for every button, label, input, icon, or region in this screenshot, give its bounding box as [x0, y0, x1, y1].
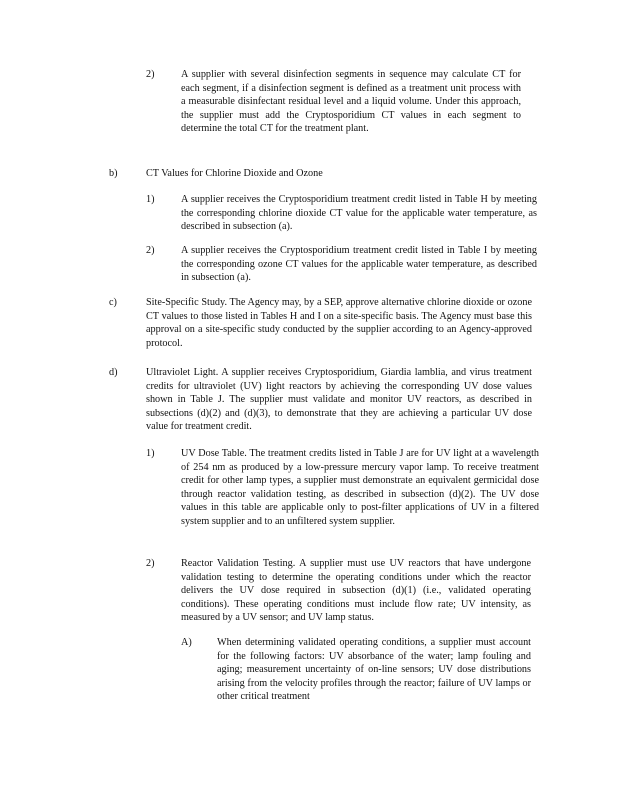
- item-marker: 1): [146, 448, 155, 459]
- item-heading: CT Values for Chlorine Dioxide and Ozone: [146, 168, 323, 179]
- item-marker: 1): [146, 194, 155, 205]
- item-text: A supplier receives the Cryptosporidium treatment credit listed in Table H by meeting the corresponding chlorine dioxide CT value for the applicable water temperature, as described in subsection (a).: [181, 194, 537, 233]
- item-text: When determining validated operating conditions, a supplier must account for the following factors: UV absorbance of the water; lamp fouling and aging; measurement uncertainty of on-line sensors; UV dose distributions arising from the velocity profiles through the reactor; failure of UV lamps or other critical treatment: [217, 637, 531, 703]
- item-text: UV Dose Table. The treatment credits listed in Table J are for UV light at a wavelength of 254 nm as produced by a low-pressure mercury vapor lamp. To receive treatment credit for other lamp types, a supplier must demonstrate an equivalent germicidal dose through reactor validation testing, as described in subsection (d)(2). The UV dose values in this table are applicable only to post-filter applications of UV in a filtered system supplier and to an unfiltered system supplier.: [181, 448, 539, 527]
- item-marker: 2): [146, 558, 155, 569]
- item-text: A supplier receives the Cryptosporidium treatment credit listed in Table I by meeting the corresponding ozone CT values for the applicable water temperature, as described in subsection (a).: [181, 245, 537, 284]
- item-marker: 2): [146, 69, 155, 80]
- item-marker: d): [109, 367, 118, 378]
- item-text: Site-Specific Study. The Agency may, by a SEP, approve alternative chlorine dioxide or ozone CT values to those listed in Tables H and I on a site-specific basis. The Agency must base this approval on a site-specific study conducted by the supplier according to an Agency-approved protocol.: [146, 297, 532, 349]
- item-text: A supplier with several disinfection segments in sequence may calculate CT for each segment, if a disinfection segment is defined as a treatment unit process with a measurable disinfectant residual level and a liquid volume. Under this approach, the supplier must add the Cryptosporidium CT values in each segment to determine the total CT for the treatment plant.: [181, 69, 521, 135]
- item-marker: b): [109, 168, 118, 179]
- item-marker: A): [181, 637, 192, 648]
- item-text: Reactor Validation Testing. A supplier must use UV reactors that have undergone validation testing to determine the operating conditions under which the reactor delivers the UV dose required in subsection (d)(1) (i.e., validated operating conditions). These operating conditions must include flow rate; UV intensity, as measured by a UV sensor; and UV lamp status.: [181, 558, 531, 624]
- item-text: Ultraviolet Light. A supplier receives Cryptosporidium, Giardia lamblia, and virus treatment credits for ultraviolet (UV) light reactors by achieving the corresponding UV dose values shown in Table J. The supplier must validate and monitor UV reactors, as described in subsections (d)(2) and (d)(3), to demonstrate that they are achieving a particular UV dose value for treatment credit.: [146, 367, 532, 433]
- item-marker: 2): [146, 245, 155, 256]
- item-marker: c): [109, 297, 117, 308]
